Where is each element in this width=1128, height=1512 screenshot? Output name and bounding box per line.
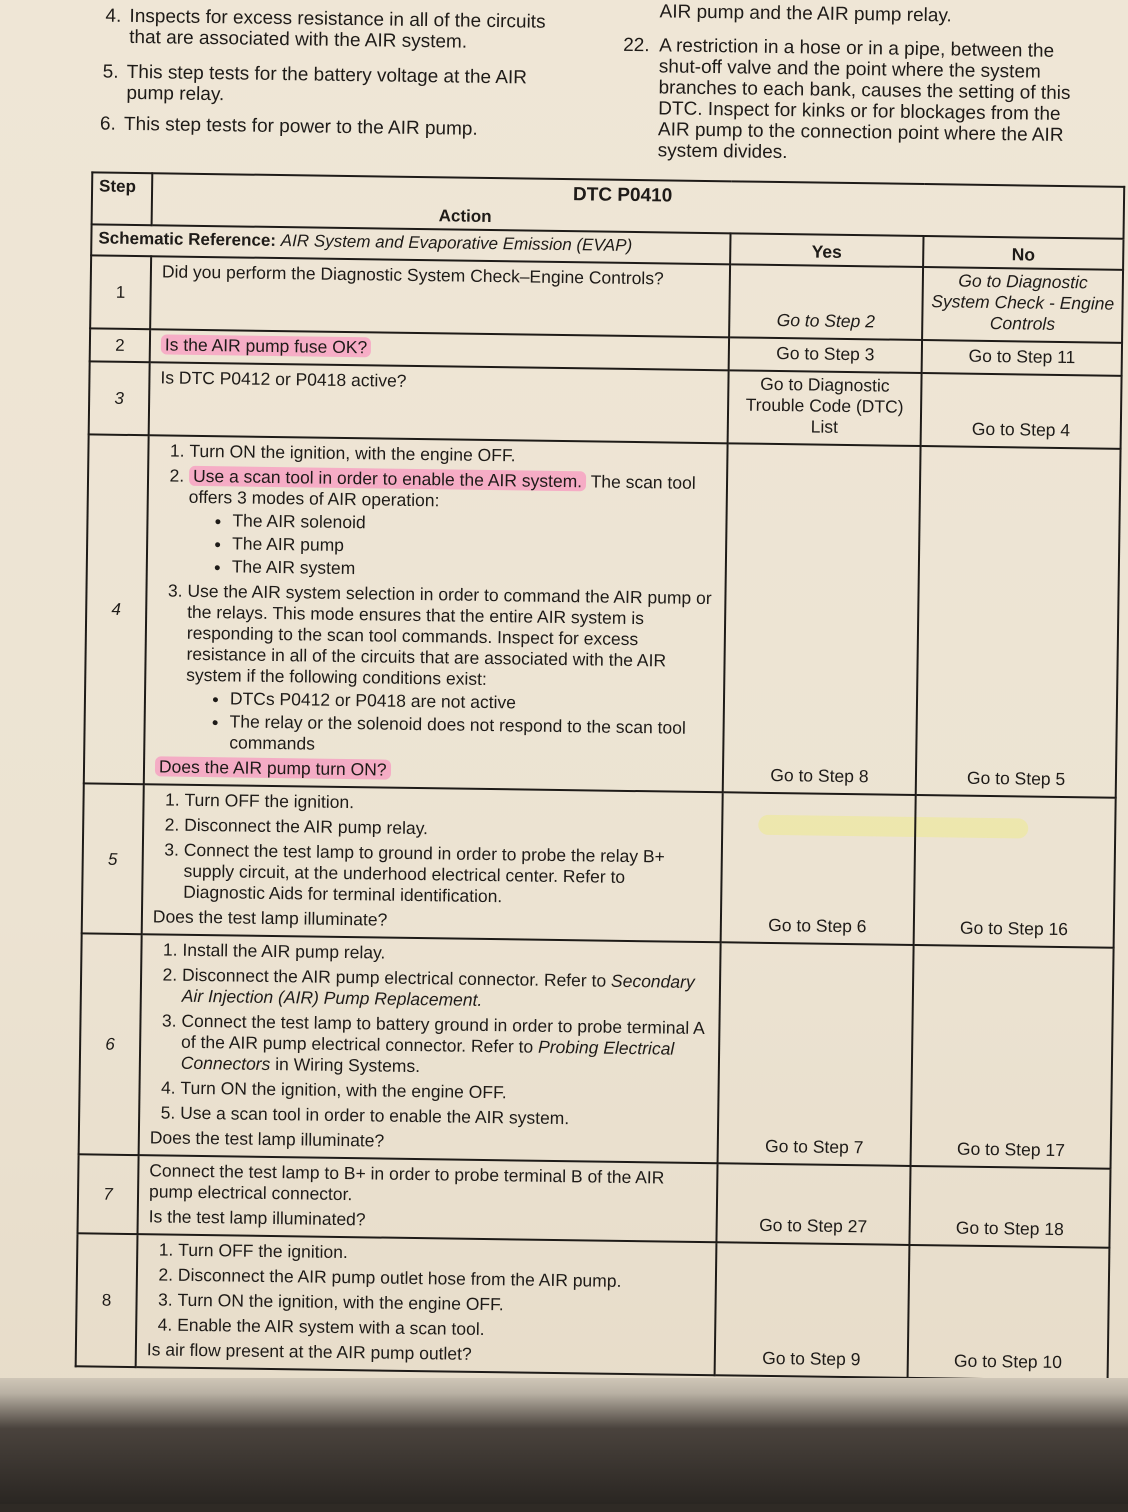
step-number: 3 — [89, 361, 150, 435]
instruction: 5. Use a scan tool in order to enable the AIR system. — [180, 1103, 707, 1131]
table-surface-shadow — [0, 1378, 1128, 1504]
bullet: • The AIR pump — [232, 533, 715, 561]
schematic-reference: Schematic Reference: AIR System and Evaporative Emission (EVAP) — [91, 224, 730, 264]
step-action — [150, 256, 730, 337]
step-action — [142, 784, 723, 942]
bullet: • DTCs P0412 or P0418 are not active — [230, 688, 713, 716]
yes-result: Go to Step 6 — [720, 792, 916, 945]
step-question: Does the test lamp illuminate? — [152, 906, 388, 930]
note-6: 6. This step tests for power to the AIR pump. — [99, 113, 478, 140]
no-result: Go to Step 16 — [914, 795, 1116, 948]
step-action — [139, 934, 721, 1163]
table-title: DTC P0410 — [572, 184, 673, 207]
instruction: 3. Turn ON the ignition, with the engine OFF. — [177, 1290, 704, 1318]
bullet: • The AIR solenoid — [232, 510, 715, 538]
instruction: 3. Connect the test lamp to ground in order to probe the relay B+ supply circuit, at the underhood electrical center. Refer to Diagnostic Aids for terminal identification. — [183, 840, 711, 910]
yes-result: Go to Step 8 — [722, 443, 921, 795]
table-row — [82, 783, 1116, 947]
step-question: Is the test lamp illuminated? — [148, 1206, 366, 1230]
step-question: Did you perform the Diagnostic System Check–Engine Controls? — [161, 261, 664, 289]
note-22: 22. A restriction in a hose or in a pipe, between the shut-off valve and the point where the system branches to each bank, causes the setting of this DTC. Inspect for kinks or for blockages from the AIR pump to the connection point where the AIR system divides. — [623, 34, 1071, 164]
no-result: Go to Step 10 — [908, 1245, 1110, 1381]
note-5: 5. This step tests for the battery voltage at the AIR pump relay. — [102, 61, 528, 106]
note-4: 4. Inspects for excess resistance in all of the circuits that are associated with the AIR system. — [105, 5, 546, 53]
no-result: Go to Step 5 — [916, 446, 1121, 798]
step-action — [149, 362, 729, 443]
step-question: Does the AIR pump turn ON? — [155, 756, 391, 779]
no-result: Go to Step 4 — [921, 373, 1122, 449]
no-result: Go to Step 18 — [910, 1166, 1111, 1248]
bullet: • The AIR system — [232, 556, 715, 584]
dtc-table — [75, 171, 1126, 1381]
step-action — [136, 1234, 716, 1375]
table-row — [76, 1233, 1110, 1380]
instruction: 2. Disconnect the AIR pump electrical connector. Refer to Secondary Air Injection (AIR) Pump Replacement. — [182, 965, 709, 1014]
step-question: Does the test lamp illuminate? — [149, 1127, 385, 1151]
instruction: 1. Turn OFF the ignition. — [178, 1240, 705, 1268]
instruction: 1. Install the AIR pump relay. — [182, 940, 709, 968]
table-row — [84, 434, 1121, 797]
yes-result: Go to Step 9 — [714, 1242, 910, 1378]
step-number: 4 — [84, 434, 149, 784]
instruction: 1. Turn ON the ignition, with the engine OFF. — [189, 441, 716, 469]
instruction: 1. Turn OFF the ignition. — [184, 790, 711, 818]
instruction: 4. Enable the AIR system with a scan tool. — [177, 1315, 704, 1343]
note-21-continuation: AIR pump and the AIR pump relay. — [659, 1, 952, 27]
step-number: 8 — [76, 1233, 138, 1367]
step-number: 5 — [82, 783, 144, 934]
step-action — [144, 435, 728, 792]
yes-result: Go to Step 7 — [717, 942, 914, 1166]
no-result: Go to Step 11 — [922, 340, 1122, 376]
instruction: 3. Use the AIR system selection in order to command the AIR pump or the relays. This mode ensures that the entire AIR system is responding to the scan tool commands. Inspect for excess resistance in all of the circuits that are associated with the AIR system if the following conditions exist: • DTCs P0412 or P0418 are not active • The relay or the solenoid does not respond to the scan tool commands — [185, 581, 714, 760]
instruction: 2. Disconnect the AIR pump outlet hose from the AIR pump. — [178, 1265, 705, 1293]
instruction: 3. Connect the test lamp to battery ground in order to probe terminal A of the AIR pump electrical connector. Refer to Probing Electrical Connectors in Wiring Systems. — [181, 1011, 709, 1081]
instruction: 2. Disconnect the AIR pump relay. — [184, 815, 711, 843]
no-result: Go to Diagnostic System Check - Engine Controls — [922, 267, 1123, 343]
no-result: Go to Step 17 — [911, 945, 1114, 1169]
yes-result: Go to Step 27 — [716, 1163, 911, 1245]
col-action-header: Action — [438, 206, 492, 226]
yes-result: Go to Step 3 — [728, 337, 922, 373]
table-row — [79, 933, 1114, 1168]
step-action — [137, 1155, 717, 1242]
step-text: Connect the test lamp to B+ in order to probe terminal B of the AIR pump electrical connector. — [148, 1160, 665, 1205]
step-number: 7 — [78, 1154, 139, 1234]
step-number: 2 — [90, 328, 150, 362]
step-question: Is DTC P0412 or P0418 active? — [160, 367, 407, 391]
step-question: Is the AIR pump fuse OK? — [161, 334, 372, 357]
bullet: • The relay or the solenoid does not respond to the scan tool commands — [229, 711, 712, 760]
yes-result: Go to Step 2 — [729, 264, 924, 340]
col-yes-header: Yes — [730, 233, 924, 267]
instruction: 2. Use a scan tool in order to enable the AIR system. The scan tool offers 3 modes of AIR operation: • The AIR solenoid • The AIR pump • The AIR system — [188, 466, 716, 584]
yes-result: Go to Diagnostic Trouble Code (DTC) List — [727, 370, 922, 446]
instruction: 4. Turn ON the ignition, with the engine OFF. — [180, 1078, 707, 1106]
col-no-header: No — [923, 236, 1123, 270]
col-step-header: Step — [92, 172, 153, 225]
step-number: 6 — [79, 933, 142, 1155]
step-number: 1 — [90, 255, 151, 329]
step-question: Is air flow present at the AIR pump outlet? — [146, 1339, 472, 1364]
table-row — [78, 1154, 1111, 1247]
